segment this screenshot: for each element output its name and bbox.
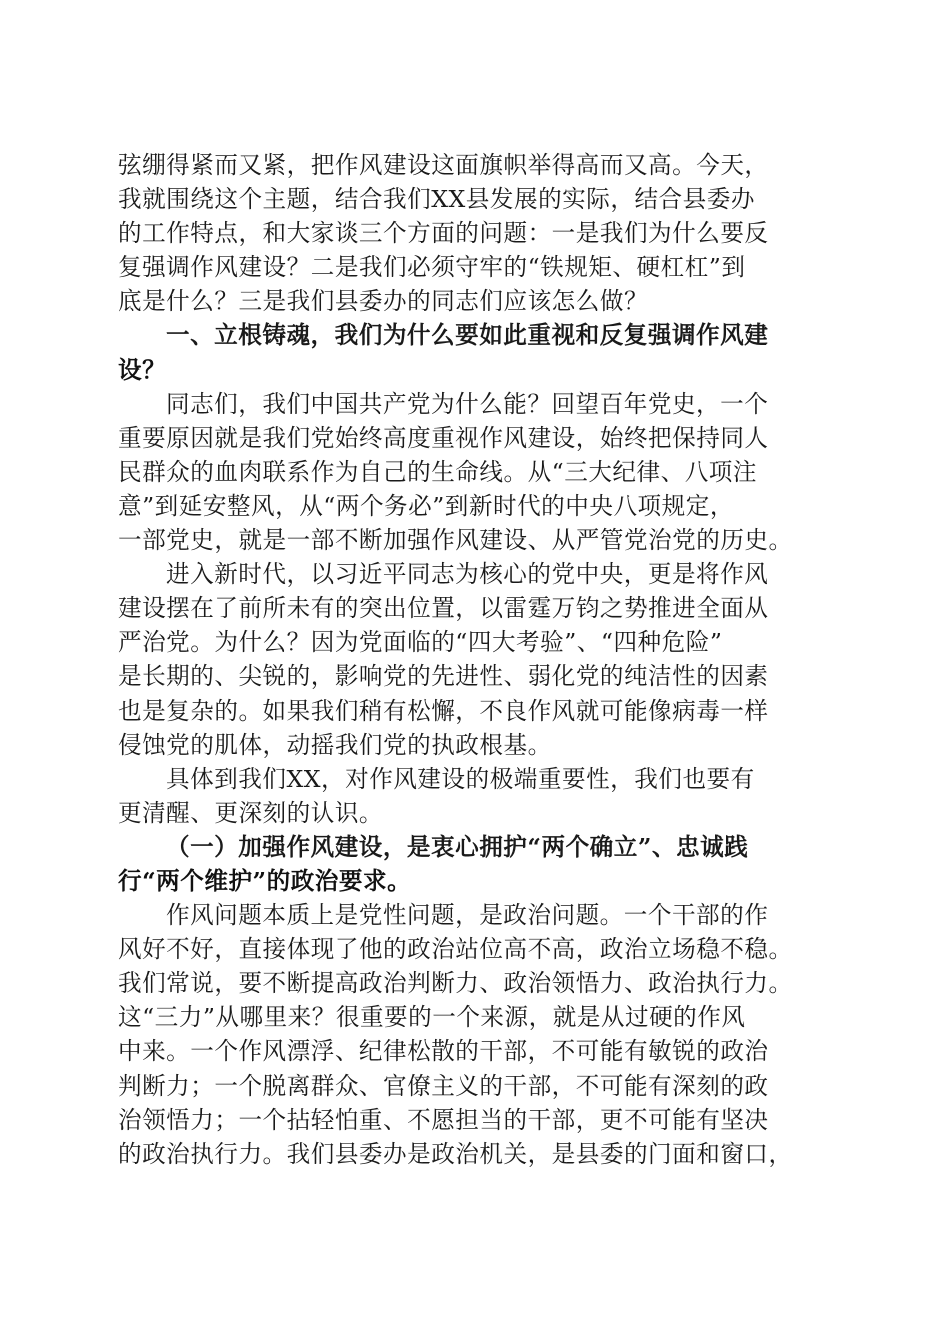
paragraph-continued-intro [118,148,830,318]
heading-line: 一、立根铸魂，我们为什么要如此重视和反复强调作风建 [166,321,769,350]
heading-line: 设？ [118,355,167,384]
text-line: 底是什么？三是我们县委办的同志们应该怎么做？ [118,287,649,316]
text-line: 我们常说，要不断提高政治判断力、政治领悟力、政治执行力。 [118,969,793,998]
text-line: 是长期的、尖锐的，影响党的先进性、弱化党的纯洁性的因素 [118,662,769,691]
paragraph-political-nature [118,898,830,1171]
text-line: 中来。一个作风漂浮、纪律松散的干部，不可能有敏锐的政治 [118,1037,769,1066]
text-line: 弦绷得紧而又紧，把作风建设这面旗帜举得高而又高。今天， [118,151,769,179]
text-line: 的政治执行力。我们县委办是政治机关，是县委的门面和窗口， [118,1139,793,1168]
document-body [118,148,830,1171]
text-line: 同志们，我们中国共产党为什么能？回望百年党史，一个 [166,389,769,418]
text-line: 治领悟力；一个拈轻怕重、不愿担当的干部，更不可能有坚决 [118,1105,769,1134]
text-line: 严治党。为什么？因为党面临的“四大考验”、“四种危险” [118,628,723,657]
text-line: 复强调作风建设？二是我们必须守牢的“铁规矩、硬杠杠”到 [118,253,746,282]
text-line: 的工作特点，和大家谈三个方面的问题：一是我们为什么要反 [118,219,769,248]
text-line: 建设摆在了前所未有的突出位置，以雷霆万钧之势推进全面从 [118,594,769,623]
paragraph-local-context [118,762,830,830]
heading-line: 行“两个维护”的政治要求。 [118,866,412,895]
text-line: 民群众的血肉联系作为自己的生命线。从“三大纪律、八项注 [118,457,757,486]
text-line: 作风问题本质上是党性问题，是政治问题。一个干部的作 [166,901,769,930]
text-line: 进入新时代，以习近平同志为核心的党中央，更是将作风 [166,560,769,589]
text-line: 风好不好，直接体现了他的政治站位高不高，政治立场稳不稳。 [118,935,793,964]
section-heading-1 [118,318,830,386]
paragraph-new-era [118,557,830,762]
text-line: 我就围绕这个主题，结合我们XX县发展的实际，结合县委办 [118,185,755,214]
text-line: 重要原因就是我们党始终高度重视作风建设，始终把保持同人 [118,423,769,452]
paragraph-party-history [118,387,830,557]
text-line: 更清醒、更深刻的认识。 [118,798,384,827]
text-line: 也是复杂的。如果我们稍有松懈，不良作风就可能像病毒一样 [118,696,769,725]
subsection-heading-1 [118,830,830,898]
text-line: 侵蚀党的肌体，动摇我们党的执政根基。 [118,730,552,759]
text-line: 意”到延安整风，从“两个务必”到新时代的中央八项规定， [118,491,734,520]
text-line: 一部党史，就是一部不断加强作风建设、从严管党治党的历史。 [118,526,793,555]
heading-line: （一）加强作风建设，是衷心拥护“两个确立”、忠诚践 [166,832,749,861]
text-line: 判断力；一个脱离群众、官僚主义的干部，不可能有深刻的政 [118,1071,769,1100]
text-line: 具体到我们XX，对作风建设的极端重要性，我们也要有 [166,764,755,793]
text-line: 这“三力”从哪里来？很重要的一个来源，就是从过硬的作风 [118,1003,746,1032]
